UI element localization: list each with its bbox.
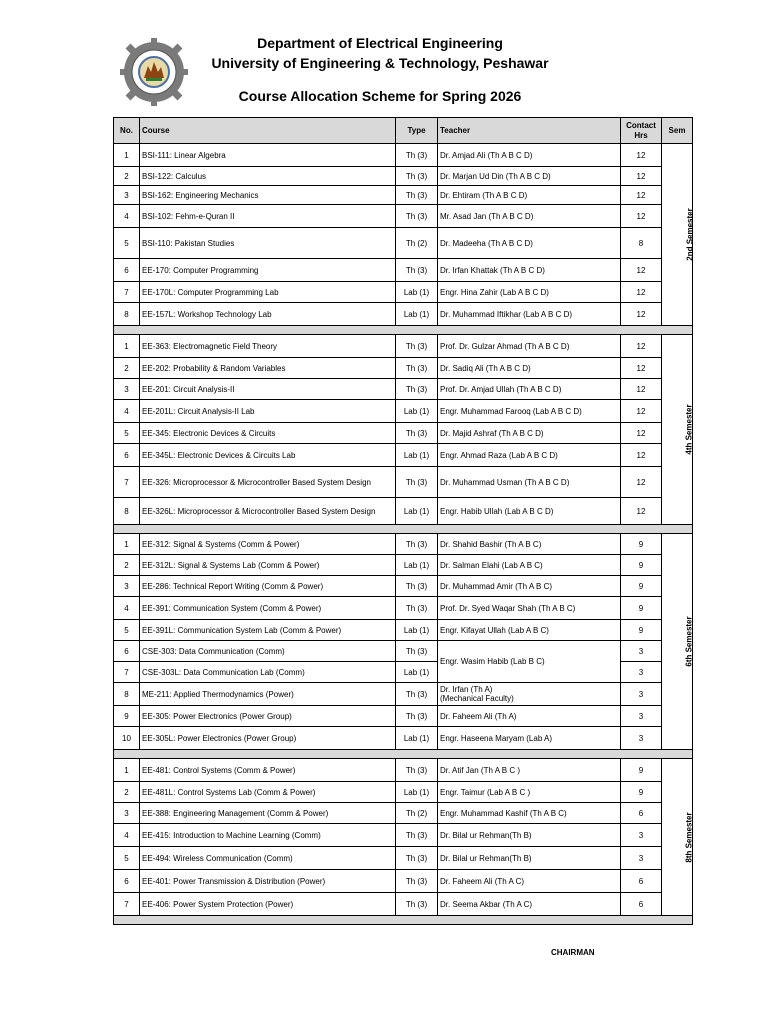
- cell-no: 5: [114, 423, 140, 444]
- cell-type: Th (3): [396, 759, 438, 782]
- table-row: [114, 803, 693, 824]
- cell-course: EE-388: Engineering Management (Comm & Power): [140, 803, 396, 824]
- cell-type: Lab (1): [396, 400, 438, 423]
- cell-type: Th (3): [396, 423, 438, 444]
- table-row: [114, 597, 693, 620]
- cell-type: Lab (1): [396, 620, 438, 641]
- cell-course: EE-415: Introduction to Machine Learning (Comm): [140, 824, 396, 847]
- cell-contact-hrs: 3: [621, 706, 662, 727]
- cell-type: Lab (1): [396, 498, 438, 525]
- cell-contact-hrs: 12: [621, 303, 662, 326]
- table-row: [114, 727, 693, 750]
- semester-label-cell: [662, 534, 693, 750]
- cell-contact-hrs: 9: [621, 576, 662, 597]
- table-row: [114, 620, 693, 641]
- cell-teacher: Dr. Majid Ashraf (Th A B C D): [438, 423, 621, 444]
- cell-no: 2: [114, 782, 140, 803]
- cell-no: 3: [114, 803, 140, 824]
- semester-label-cell: [662, 144, 693, 326]
- cell-type: Th (3): [396, 870, 438, 893]
- semester-label-cell: [662, 335, 693, 525]
- cell-contact-hrs: 12: [621, 498, 662, 525]
- header-no: No.: [114, 118, 140, 144]
- cell-no: 1: [114, 759, 140, 782]
- table-row: [114, 576, 693, 597]
- cell-teacher: Dr. Faheem Ali (Th A): [438, 706, 621, 727]
- cell-teacher: Dr. Amjad Ali (Th A B C D): [438, 144, 621, 167]
- table-row: [114, 683, 693, 706]
- scheme-title: Course Allocation Scheme for Spring 2026: [238, 88, 522, 104]
- cell-type: Th (3): [396, 824, 438, 847]
- cell-type: Th (3): [396, 683, 438, 706]
- cell-no: 4: [114, 824, 140, 847]
- cell-contact-hrs: 12: [621, 423, 662, 444]
- cell-no: 4: [114, 400, 140, 423]
- cell-type: Lab (1): [396, 444, 438, 467]
- cell-no: 2: [114, 555, 140, 576]
- cell-teacher: Dr. Irfan Khattak (Th A B C D): [438, 259, 621, 282]
- table-row: [114, 379, 693, 400]
- cell-type: Lab (1): [396, 662, 438, 683]
- cell-course: BSI-110: Pakistan Studies: [140, 228, 396, 259]
- cell-type: Th (3): [396, 379, 438, 400]
- cell-contact-hrs: 6: [621, 870, 662, 893]
- cell-contact-hrs: 3: [621, 662, 662, 683]
- cell-teacher: Prof. Dr. Amjad Ullah (Th A B C D): [438, 379, 621, 400]
- cell-no: 1: [114, 534, 140, 555]
- cell-teacher: Engr. Wasim Habib (Lab B C): [438, 641, 621, 683]
- cell-teacher: Dr. Atif Jan (Th A B C ): [438, 759, 621, 782]
- cell-course: EE-157L: Workshop Technology Lab: [140, 303, 396, 326]
- cell-contact-hrs: 12: [621, 144, 662, 167]
- semester-label: 4th Semester: [684, 404, 694, 455]
- table-row: [114, 759, 693, 782]
- teacher-affiliation: (Mechanical Faculty): [440, 694, 514, 703]
- separator-cell: [114, 916, 693, 925]
- cell-course: EE-201L: Circuit Analysis-II Lab: [140, 400, 396, 423]
- cell-course: CSE-303L: Data Communication Lab (Comm): [140, 662, 396, 683]
- cell-teacher: Dr. Sadiq Ali (Th A B C D): [438, 358, 621, 379]
- header-sem: Sem: [662, 118, 693, 144]
- table-row: [114, 498, 693, 525]
- cell-type: Lab (1): [396, 282, 438, 303]
- header-course: Course: [140, 118, 396, 144]
- cell-teacher: Prof. Dr. Syed Waqar Shah (Th A B C): [438, 597, 621, 620]
- table-row: [114, 282, 693, 303]
- cell-type: Th (2): [396, 803, 438, 824]
- cell-teacher: Engr. Taimur (Lab A B C ): [438, 782, 621, 803]
- department-title: Department of Electrical Engineering: [257, 35, 503, 51]
- cell-contact-hrs: 12: [621, 467, 662, 498]
- cell-course: EE-170L: Computer Programming Lab: [140, 282, 396, 303]
- cell-no: 5: [114, 228, 140, 259]
- cell-teacher: Dr. Bilal ur Rehman(Th B): [438, 824, 621, 847]
- cell-course: EE-326: Microprocessor & Microcontroller Based System Design: [140, 467, 396, 498]
- cell-no: 3: [114, 186, 140, 205]
- cell-type: Lab (1): [396, 303, 438, 326]
- table-header-row: [114, 118, 693, 144]
- cell-contact-hrs: 12: [621, 379, 662, 400]
- cell-type: Th (3): [396, 259, 438, 282]
- cell-teacher: Dr. Seema Akbar (Th A C): [438, 893, 621, 916]
- cell-no: 5: [114, 847, 140, 870]
- header-teacher: Teacher: [438, 118, 621, 144]
- cell-teacher: Engr. Habib Ullah (Lab A B C D): [438, 498, 621, 525]
- cell-teacher: Mr. Asad Jan (Th A B C D): [438, 205, 621, 228]
- cell-course: EE-305L: Power Electronics (Power Group): [140, 727, 396, 750]
- table-row: [114, 706, 693, 727]
- cell-course: ME-211: Applied Thermodynamics (Power): [140, 683, 396, 706]
- separator-cell: [114, 750, 693, 759]
- cell-teacher: Dr. Muhammad Iftikhar (Lab A B C D): [438, 303, 621, 326]
- table-row: [114, 358, 693, 379]
- cell-contact-hrs: 3: [621, 824, 662, 847]
- cell-type: Th (3): [396, 358, 438, 379]
- cell-teacher: Engr. Muhammad Farooq (Lab A B C D): [438, 400, 621, 423]
- cell-course: EE-345: Electronic Devices & Circuits: [140, 423, 396, 444]
- cell-type: Th (3): [396, 205, 438, 228]
- cell-teacher: Dr. Faheem Ali (Th A C): [438, 870, 621, 893]
- cell-type: Lab (1): [396, 555, 438, 576]
- table-row: [114, 400, 693, 423]
- cell-contact-hrs: 3: [621, 683, 662, 706]
- cell-teacher: Engr. Kifayat Ullah (Lab A B C): [438, 620, 621, 641]
- cell-teacher: Dr. Salman Elahi (Lab A B C): [438, 555, 621, 576]
- cell-contact-hrs: 12: [621, 259, 662, 282]
- cell-contact-hrs: 12: [621, 186, 662, 205]
- table-row: [114, 641, 693, 662]
- semester-label-cell: [662, 759, 693, 916]
- cell-course: BSI-111: Linear Algebra: [140, 144, 396, 167]
- table-row: [114, 847, 693, 870]
- cell-no: 7: [114, 282, 140, 303]
- cell-no: 10: [114, 727, 140, 750]
- cell-contact-hrs: 9: [621, 620, 662, 641]
- cell-no: 7: [114, 467, 140, 498]
- cell-contact-hrs: 3: [621, 727, 662, 750]
- cell-contact-hrs: 12: [621, 282, 662, 303]
- cell-no: 6: [114, 870, 140, 893]
- course-allocation-table: [113, 117, 693, 925]
- table-row: [114, 144, 693, 167]
- cell-contact-hrs: 8: [621, 228, 662, 259]
- cell-course: EE-391L: Communication System Lab (Comm & Power): [140, 620, 396, 641]
- cell-type: Th (3): [396, 534, 438, 555]
- cell-type: Th (3): [396, 641, 438, 662]
- cell-type: Th (3): [396, 144, 438, 167]
- table-row: [114, 205, 693, 228]
- cell-no: 5: [114, 620, 140, 641]
- cell-course: EE-481: Control Systems (Comm & Power): [140, 759, 396, 782]
- cell-no: 8: [114, 683, 140, 706]
- cell-no: 7: [114, 893, 140, 916]
- cell-contact-hrs: 12: [621, 358, 662, 379]
- cell-teacher: [438, 683, 621, 706]
- semester-label: 2nd Semester: [685, 208, 695, 261]
- cell-course: EE-326L: Microprocessor & Microcontroller Based System Design: [140, 498, 396, 525]
- cell-course: EE-481L: Control Systems Lab (Comm & Power): [140, 782, 396, 803]
- cell-teacher: Prof. Dr. Gulzar Ahmad (Th A B C D): [438, 335, 621, 358]
- cell-course: EE-401: Power Transmission & Distribution (Power): [140, 870, 396, 893]
- cell-course: EE-170: Computer Programming: [140, 259, 396, 282]
- table-body: [114, 144, 693, 925]
- cell-course: EE-312L: Signal & Systems Lab (Comm & Power): [140, 555, 396, 576]
- table-row: [114, 870, 693, 893]
- cell-no: 6: [114, 444, 140, 467]
- cell-contact-hrs: 12: [621, 335, 662, 358]
- cell-course: EE-363: Electromagnetic Field Theory: [140, 335, 396, 358]
- cell-no: 2: [114, 358, 140, 379]
- cell-course: EE-286: Technical Report Writing (Comm & Power): [140, 576, 396, 597]
- cell-course: BSI-102: Fehm-e-Quran II: [140, 205, 396, 228]
- cell-course: EE-312: Signal & Systems (Comm & Power): [140, 534, 396, 555]
- cell-type: Th (2): [396, 228, 438, 259]
- cell-teacher: Engr. Muhammad Kashif (Th A B C): [438, 803, 621, 824]
- cell-type: Th (3): [396, 597, 438, 620]
- cell-contact-hrs: 9: [621, 597, 662, 620]
- cell-no: 3: [114, 576, 140, 597]
- cell-type: Lab (1): [396, 782, 438, 803]
- university-logo: [118, 36, 190, 108]
- cell-teacher: Dr. Marjan Ud Din (Th A B C D): [438, 167, 621, 186]
- chairman-signature-label: CHAIRMAN: [551, 948, 595, 957]
- cell-no: 2: [114, 167, 140, 186]
- cell-teacher: Engr. Ahmad Raza (Lab A B C D): [438, 444, 621, 467]
- table-row: [114, 167, 693, 186]
- cell-teacher: Dr. Madeeha (Th A B C D): [438, 228, 621, 259]
- cell-course: BSI-162: Engineering Mechanics: [140, 186, 396, 205]
- section-separator: [114, 525, 693, 534]
- cell-contact-hrs: 3: [621, 641, 662, 662]
- cell-contact-hrs: 12: [621, 205, 662, 228]
- table-row: [114, 782, 693, 803]
- section-separator: [114, 750, 693, 759]
- cell-course: EE-202: Probability & Random Variables: [140, 358, 396, 379]
- cell-no: 8: [114, 303, 140, 326]
- cell-course: EE-391: Communication System (Comm & Power): [140, 597, 396, 620]
- cell-contact-hrs: 9: [621, 555, 662, 576]
- cell-type: Th (3): [396, 467, 438, 498]
- cell-contact-hrs: 12: [621, 167, 662, 186]
- cell-no: 7: [114, 662, 140, 683]
- table-row: [114, 335, 693, 358]
- cell-course: EE-494: Wireless Communication (Comm): [140, 847, 396, 870]
- cell-type: Th (3): [396, 186, 438, 205]
- cell-teacher: Dr. Muhammad Usman (Th A B C D): [438, 467, 621, 498]
- cell-no: 3: [114, 379, 140, 400]
- cell-type: Th (3): [396, 847, 438, 870]
- section-separator: [114, 326, 693, 335]
- cell-no: 4: [114, 205, 140, 228]
- university-title: University of Engineering & Technology, Peshawar: [211, 55, 549, 71]
- cell-course: EE-406: Power System Protection (Power): [140, 893, 396, 916]
- separator-cell: [114, 525, 693, 534]
- cell-contact-hrs: 9: [621, 782, 662, 803]
- header-type: Type: [396, 118, 438, 144]
- cell-contact-hrs: 9: [621, 759, 662, 782]
- teacher-line: Dr. Irfan (Th A): [440, 685, 493, 694]
- cell-course: EE-305: Power Electronics (Power Group): [140, 706, 396, 727]
- table-row: [114, 423, 693, 444]
- semester-label: 8th Semester: [684, 811, 694, 863]
- cell-type: Th (3): [396, 167, 438, 186]
- table-row: [114, 259, 693, 282]
- cell-type: Th (3): [396, 576, 438, 597]
- table-row: [114, 186, 693, 205]
- cell-teacher: Dr. Shahid Bashir (Th A B C): [438, 534, 621, 555]
- cell-course: BSI-122: Calculus: [140, 167, 396, 186]
- cell-contact-hrs: 6: [621, 893, 662, 916]
- cell-no: 1: [114, 144, 140, 167]
- cell-contact-hrs: 12: [621, 444, 662, 467]
- table-row: [114, 228, 693, 259]
- cell-contact-hrs: 12: [621, 400, 662, 423]
- cell-teacher: Engr. Haseena Maryam (Lab A): [438, 727, 621, 750]
- semester-label: 6th Semester: [684, 616, 694, 667]
- cell-course: CSE-303: Data Communication (Comm): [140, 641, 396, 662]
- cell-teacher: Engr. Hina Zahir (Lab A B C D): [438, 282, 621, 303]
- cell-type: Th (3): [396, 706, 438, 727]
- table-row: [114, 444, 693, 467]
- cell-no: 6: [114, 641, 140, 662]
- cell-teacher: Dr. Bilal ur Rehman(Th B): [438, 847, 621, 870]
- table-row: [114, 534, 693, 555]
- cell-teacher: Dr. Ehtiram (Th A B C D): [438, 186, 621, 205]
- cell-course: EE-201: Circuit Analysis-II: [140, 379, 396, 400]
- cell-no: 6: [114, 259, 140, 282]
- cell-type: Th (3): [396, 893, 438, 916]
- table-row: [114, 893, 693, 916]
- section-separator: [114, 916, 693, 925]
- table-row: [114, 467, 693, 498]
- table-row: [114, 555, 693, 576]
- cell-course: EE-345L: Electronic Devices & Circuits Lab: [140, 444, 396, 467]
- cell-contact-hrs: 9: [621, 534, 662, 555]
- cell-no: 1: [114, 335, 140, 358]
- cell-no: 4: [114, 597, 140, 620]
- cell-type: Lab (1): [396, 727, 438, 750]
- cell-contact-hrs: 3: [621, 847, 662, 870]
- cell-no: 9: [114, 706, 140, 727]
- header-contact-hrs: Contact Hrs: [621, 118, 662, 144]
- cell-type: Th (3): [396, 335, 438, 358]
- cell-no: 8: [114, 498, 140, 525]
- table-row: [114, 303, 693, 326]
- separator-cell: [114, 326, 693, 335]
- cell-teacher: Dr. Muhammad Amir (Th A B C): [438, 576, 621, 597]
- cell-contact-hrs: 6: [621, 803, 662, 824]
- table-row: [114, 824, 693, 847]
